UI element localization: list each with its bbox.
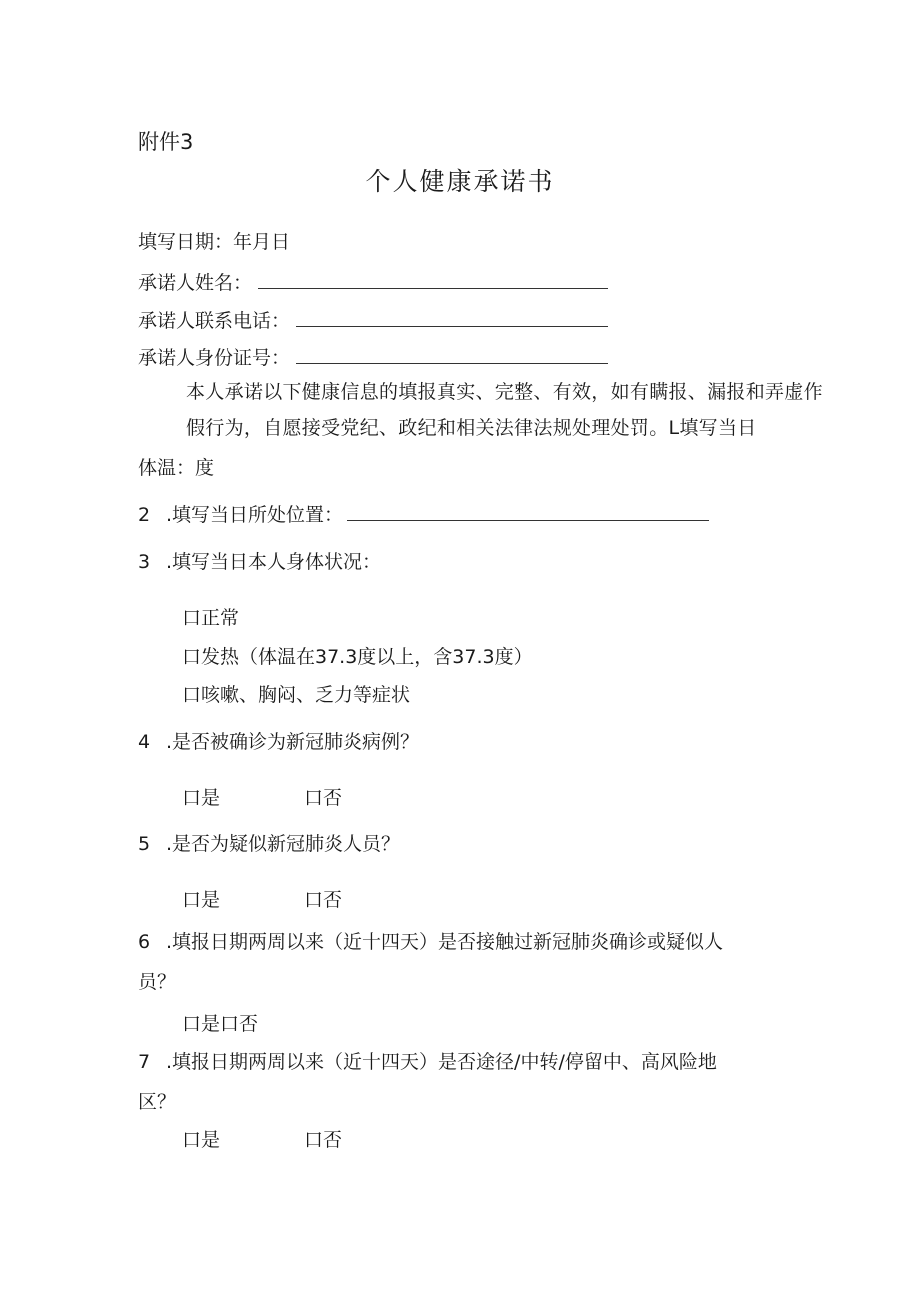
question-text: .填报日期两周以来（近十四天）是否途径/中转/停留中、高风险地 [166, 1051, 717, 1073]
page-title: 个人健康承诺书 [365, 167, 555, 196]
question-7-cont: 区？ [138, 1091, 177, 1113]
question-number: 6 [138, 931, 151, 953]
question-3 [138, 550, 381, 574]
option-symptoms[interactable]: 口咳嗽、胸闷、乏力等症状 [182, 684, 411, 706]
phone-blank[interactable] [296, 308, 608, 327]
question-number: 3 [138, 551, 151, 573]
name-blank[interactable] [258, 270, 608, 289]
pledge-paragraph: 本人承诺以下健康信息的填报真实、完整、有效，如有瞒报、漏报和弄虚作假行为，自愿接受党纪、政纪和相关法律法规处理处罚。L填写当日 [186, 381, 823, 439]
option-normal[interactable]: 口正常 [182, 607, 240, 629]
date-field: 填写日期：年月日 [138, 231, 291, 253]
option-fever[interactable]: 口发热（体温在37.3度以上，含37.3度） [182, 646, 533, 668]
question-number: 5 [138, 833, 151, 855]
question-text: .填写当日本人身体状况： [166, 551, 382, 573]
option-yes[interactable]: 口是 [182, 787, 221, 809]
option-yes-no[interactable]: 口是口否 [182, 1013, 259, 1035]
id-label: 承诺人身份证号： [138, 347, 291, 369]
question-text: .是否为疑似新冠肺炎人员？ [166, 833, 401, 855]
question-6-cont: 员？ [138, 971, 177, 993]
attachment-label: 附件3 [138, 130, 194, 154]
question-2 [138, 502, 709, 527]
question-text: .填报日期两周以来（近十四天）是否接触过新冠肺炎确诊或疑似人 [166, 931, 724, 953]
option-no[interactable]: 口否 [304, 1129, 343, 1151]
id-blank[interactable] [296, 345, 608, 364]
phone-field [138, 308, 608, 333]
question-text: .填写当日所处位置： [166, 504, 344, 526]
question-text: .是否被确诊为新冠肺炎病例？ [166, 731, 420, 753]
option-yes[interactable]: 口是 [182, 1129, 221, 1151]
question-number: 4 [138, 731, 151, 753]
question-5 [138, 832, 400, 856]
option-yes[interactable]: 口是 [182, 889, 221, 911]
location-blank[interactable] [347, 502, 709, 521]
pledge-end: 体温：度 [138, 457, 215, 479]
question-6 [138, 930, 723, 954]
question-7 [138, 1050, 717, 1074]
option-no[interactable]: 口否 [304, 889, 343, 911]
id-field [138, 345, 608, 370]
question-number: 2 [138, 504, 151, 526]
name-label: 承诺人姓名： [138, 272, 253, 294]
question-4 [138, 730, 419, 754]
question-number: 7 [138, 1051, 151, 1073]
phone-label: 承诺人联系电话： [138, 310, 291, 332]
name-field [138, 270, 608, 295]
option-no[interactable]: 口否 [304, 787, 343, 809]
